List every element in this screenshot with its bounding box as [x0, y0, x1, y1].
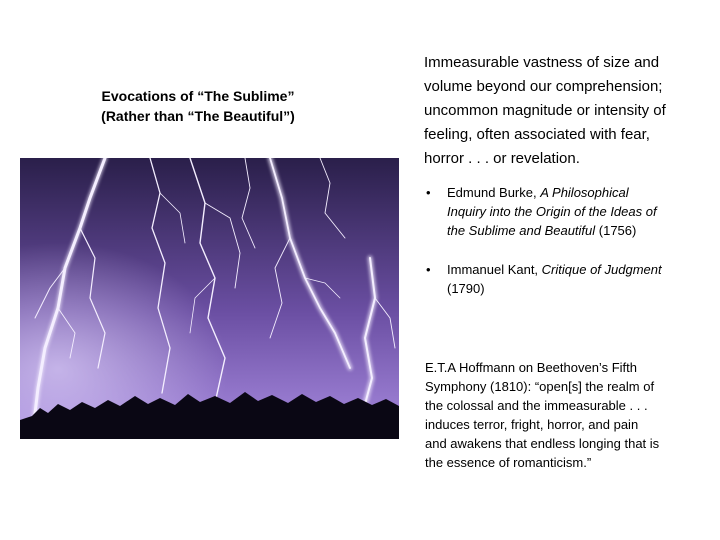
quote-line: Symphony (1810): “open[s] the realm of	[425, 379, 655, 394]
reference-line: Inquiry into the Origin of the Ideas of	[447, 204, 657, 219]
reference-line: Edmund Burke, A Philosophical	[447, 185, 629, 200]
quote-line: induces terror, fright, horror, and pain	[425, 417, 639, 432]
lightning-photo	[20, 158, 399, 439]
definition-line: feeling, often associated with fear,	[424, 126, 650, 143]
hoffmann-quote	[425, 358, 710, 472]
quote-line: the essence of romanticism.”	[425, 455, 592, 470]
lightning-photo-svg	[20, 158, 399, 439]
reference-line: (1790)	[447, 281, 485, 296]
reference-line: the Sublime and Beautiful (1756)	[447, 223, 637, 238]
sky-glow	[20, 158, 399, 439]
references-list	[424, 183, 709, 318]
title-line-1: Evocations of “The Sublime”	[101, 88, 295, 104]
definition-line: uncommon magnitude or intensity of	[424, 102, 666, 119]
reference-line: Immanuel Kant, Critique of Judgment	[447, 262, 662, 277]
sublime-definition	[424, 51, 709, 171]
bullet: •	[426, 262, 431, 277]
definition-line: Immeasurable vastness of size and	[424, 54, 660, 71]
quote-line: and awakens that endless longing that is	[425, 436, 660, 451]
quote-line: the colossal and the immeasurable . . .	[425, 398, 648, 413]
slide-title	[62, 86, 334, 126]
title-line-2: (Rather than “The Beautiful”)	[101, 108, 295, 124]
bullet: •	[426, 185, 431, 200]
definition-line: volume beyond our comprehension;	[424, 78, 663, 95]
quote-line: E.T.A Hoffmann on Beethoven’s Fifth	[425, 360, 637, 375]
definition-line: horror . . . or revelation.	[424, 150, 580, 167]
reference-burke	[424, 183, 709, 240]
reference-kant	[424, 260, 709, 298]
